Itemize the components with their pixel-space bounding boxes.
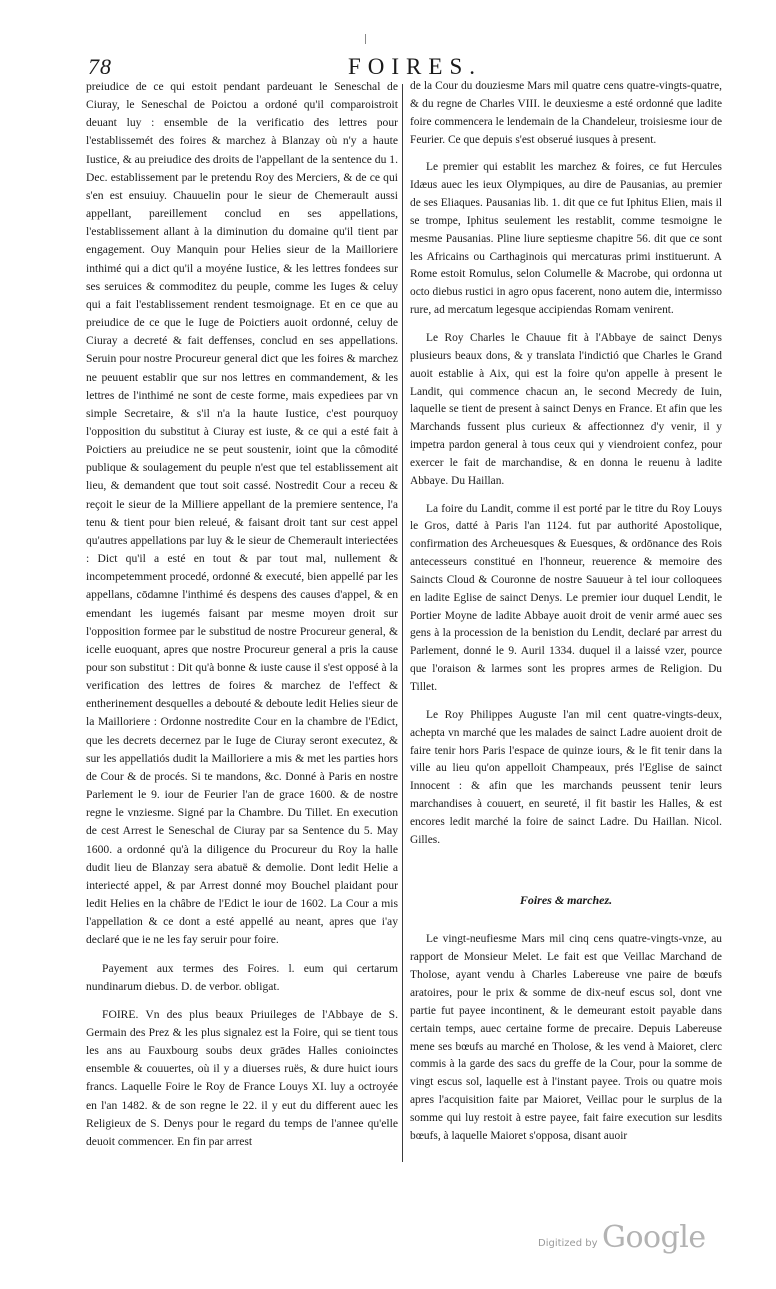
paragraph: Le vingt-neufiesme Mars mil cinq cens quatre-vingts-vnze, au rapport de Monsieur Melet. Le fait est que Veillac Marchand de Tholose, ayant vendu à Charles Labereuse vne paire de bœufs aratoires, pour le prix & somme de dix-neuf escus sol, dont vne partie fut payee incontinent, & le demeurant estoit payable dans certain temps, auec certaine forme de precaire. Depuis Labereuse mene ses bœufs au marché en Tholose, & les vend à Maioret, clerc commis à la garde des sacs du greffe de la Cour, pour la somme de vingt escus sol, laquelle est à l'instant payee. Trois ou quatre mois apres l'acquisition faite par Maioret, Veillac pour le surplus de la somme qui luy restoit à estre payee, fait faire execution sur lesdits bœufs, à laquelle Maioret s'opposa, disant auoir	[410, 933, 722, 1142]
running-title: FOIRES.	[348, 54, 482, 79]
paragraph: preiudice de ce qui estoit pendant pardeuant le Seneschal de Ciuray, le Seneschal de Poictou a ordoné qu'il comparoistroit deuant luy : ensemble de la verificatio des lettres pour l'establissemét des foires & marchez à Blanzay où n'y a haute Iustice, & au preiudice des droits de l'appellant de la sentence du 1. Dec. establissement par le pretendu Roy des Merciers, & de ce qui s'en est ensuiuy. Chauuelin pour le sieur de Chemerault aussi appellant, pareillement conclud en ses appellations, l'establissement allant à la diminution du domaine qu'il tient par engagement. Ouy Manquin pour Helies sieur de la Mailloriere inthimé qui a dict qu'il a moyéne Iustice, & les lettres fondees sur ses seruices & commoditez du peuple, comme les Iuges & celuy qui a fait l'establissement rendent tesmoignage. Et en ce que au preiudice de ce que le Iuge de Poictiers auoit ordonné, celuy de Ciuray a decreté & fait deffenses, conclud en ses appellations. Seruin pour nostre Procureur general dict que les foires & marchez ne peuuent establir que sur nos lettres en commandement, & les lettres de l'inthimé ne sont de ceste forme, mais expediees par vn simple Secretaire, & s'il n'a la haute Iustice, c'est pourquoy l'opposition du substitut à Ciuray est iuste, & ce qui a esté fait à Poictiers au preiudice ne se peut soustenir, ioint que la cômodité publique & soulagement du peuple n'est que tel establissement ait lieu, & demandent que tout soit cassé. Nostredit Cour a receu & reçoit le sieur de la Milliere appellant de la premiere sentence, l'a tenu & tient pour bien releué, & faisant droit tant sur cest appel qu'autres appellations par luy & le sieur de Chemerault interiectées : Dict qu'il a esté en tout & par tout mal, nullement & incompetemment procedé, ordonné & executé, bien appellé par les appellans, cōdamne l'inthimé és despens des causes d'appel, & en emendant les iugemés faisant par mesme moyen droit sur l'opposition formee par le substitud de nostre Procureur general, & icelle euoquant, apres que nostre Procureur general a pris la cause pour son substitut : Dit qu'à bonne & iuste cause il s'est opposé à la verification des lettres de foires & marchez de l'effect & entherinement desquelles a debouté & deboute ledit Helies sieur de la Mailloriere : Ordonne nostredite Cour en la chambre de l'Edict, que les decrets decernez par le Iuge de Ciuray seront executez, & sur les appellatiós dudit la Mailloriere a mis & met les parties hors de Cour & de procés. Si te mandons, &c. Donné à Paris en nostre Parlement le 9. iour de Feurier l'an de grace 1600. & de nostre regne le vnziesme. Signé par la Chambre. Du Tillet. En execution de cest Arrest le Seneschal de Ciuray par sa Sentence du 5. May 1600. a ordonné qu'à la diligence du Procureur du Roy la halle dudit lieu de Blanzay sera abatuë & demolie. Dont ledit Helie a interiecté appel, & par Arrest donné moy Bouchel plaidant pour ledit Helies en la châbre de l'Edict le iour de 1602. La Cour a mis l'appellation & ce dont a esté appellé au neant, apres que i'ay declaré que ie ne les fay seruir pour foire.	[86, 80, 398, 947]
google-logo: Google	[602, 1220, 706, 1255]
paragraph: de la Cour du douziesme Mars mil quatre cens quatre-vingts-quatre, & du regne de Charles VIII. le deuxiesme a esté ordonné que ladite foire commencera le lendemain de la Chandeleur, troisiesme iour de Feurier. Ce que depuis s'est obserué iusques à present.	[410, 80, 722, 146]
left-column	[86, 78, 398, 1151]
digitized-watermark	[538, 1220, 738, 1260]
paragraph: Le premier qui establit les marchez & foires, ce fut Hercules Idæus auec les ieux Olympiques, au dire de Pausanias, au premier de ses Eliaques. Pausanias lib. 1. dit que ce fut Iphitus Elien, mais il se trompe, Iphitus seulement les restablit, comme tesmoigne le mesme Pausanias. Pline liure septiesme chapitre 56. dit que ce sont les Africains ou Carthaginois qui mercaturas primi instituerunt. A Rome estoit Romulus, selon Columelle & Macrobe, qui ordonna ut octo diebus rustici in agro opus facerent, nono autem die, intermisso rure, ad mercatum legesque accipiendas Romam venirent.	[410, 161, 722, 317]
right-column	[410, 78, 722, 1146]
page-number: 78	[88, 54, 112, 79]
digitized-by-label: Digitized by	[538, 1238, 598, 1249]
paragraph: Le Roy Charles le Chauue fit à l'Abbaye de sainct Denys plusieurs beaux dons, & y translata l'indictió que Charles le Grand auoit establie à Aix, qui est la foire qu'on appelle à present le Landit, qui commence chacun an, le second Mecredy de Iuin, laquelle se tient de present à sainct Denys en France. Et afin que les Marchands fussent plus curieux & affectionnez d'y venir, il y impetra pardon general à tous ceux qui y viendroient confez, pour exercer le fait de marchandise, & en donna le reuenu à ladite Abbaye. Du Haillan.	[410, 331, 722, 487]
paragraph: Le Roy Philippes Auguste l'an mil cent quatre-vingts-deux, achepta vn marché que les malades de sainct Ladre auoient droit de faire tenir hors Paris l'espace de quinze iours, & le fit tenir dans la ville au lieu qu'on appelloit Champeaux, prés l'Eglise de sainct Innocent : & afin que les marchands peussent tenir leurs marchandises à couuert, en seureté, il fit bastir les Halles, & est encores ledit marché la foire de sainct Ladre. Du Haillan. Nicol. Gilles.	[410, 708, 722, 846]
paragraph: Payement aux termes des Foires. l. eum qui certarum nundinarum diebus. D. de verbor. obligat.	[86, 961, 398, 993]
section-heading: Foires & marchez.	[519, 892, 613, 907]
page-fold-mark	[365, 34, 372, 44]
paragraph: FOIRE. Vn des plus beaux Priuileges de l'Abbaye de S. Germain des Prez & les plus signalez est la Foire, qui se tient tous les ans au Fauxbourg soubs deux grādes Halles conioinctes ensemble & couuertes, où il y a diuerses ruës, & dure huict iours francs. Laquelle Foire le Roy de France Louys XI. luy a octroyée en l'an 1482. & de son regne le 22. il y eut du different auec les Religieux de S. Denys pour le regard du temps de l'annee qu'elle deuoit commencer. En fin par arrest	[86, 1007, 398, 1148]
paragraph: La foire du Landit, comme il est porté par le titre du Roy Louys le Gros, datté à Paris l'an 1124. fut par authorité Apostolique, confirmation des Archeuesques & Euesques, & ordōnance des Rois antecesseurs constitué en l'honneur, reuerence & memoire des Saincts Cloud & Couronne de nostre Sauueur à tel iour colloquees en ladite Eglise de sainct Denys. Le premier iour duquel Lendit, le Portier Moyne de ladite Abbaye auoit droit de venir armé auec ses gens à la procession de la benistion du Lendit, declaré par arrest du Parlement, donné le 9. Auril 1334. duquel il a laissé vzer, pource que l'oraison & larmes sont les propres armes de Religion. Du Tillet.	[410, 502, 722, 693]
column-divider	[402, 84, 403, 1162]
